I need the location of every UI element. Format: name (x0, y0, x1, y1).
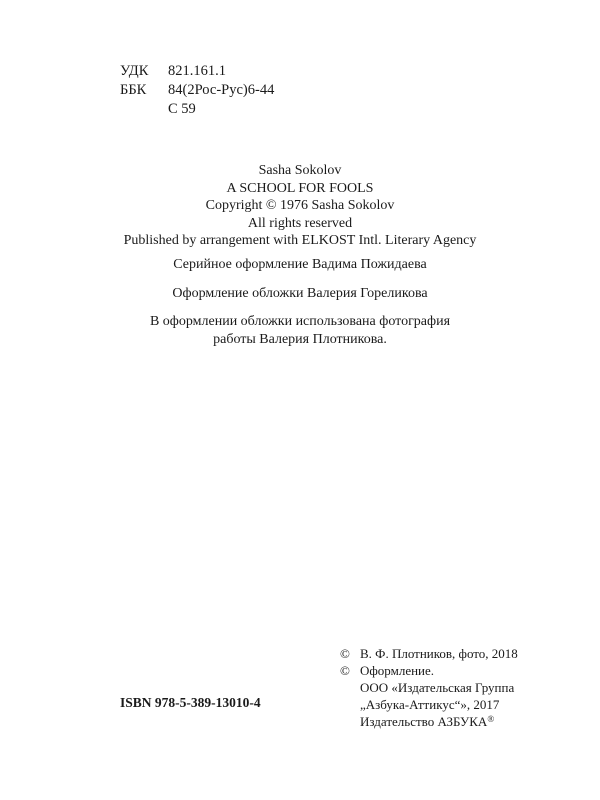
author-code-row (120, 100, 274, 119)
photo-line-1: В оформлении обложки использована фотография (149, 314, 451, 329)
rights-line: All rights reserved (247, 215, 353, 231)
credits-block (0, 162, 600, 250)
copyright-symbol: © (340, 663, 350, 678)
arrangement-line: Published by arrangement with ELKOST Intl. Literary Agency (123, 233, 477, 248)
cover-design-block (0, 285, 600, 303)
udk-row (120, 62, 274, 81)
book-title: A SCHOOL FOR FOOLS (226, 180, 374, 196)
publisher-line-1: ООО «Издательская Группа (360, 680, 515, 695)
udk-value: 821.161.1 (168, 63, 226, 79)
imprint-line (340, 713, 518, 730)
bbk-label: ББК (120, 82, 147, 98)
series-design-block (0, 256, 600, 274)
photo-copyright-row (340, 645, 518, 662)
photo-line-2: работы Валерия Плотникова. (213, 332, 387, 347)
cover-design-line: Оформление обложки Валерия Гореликова (172, 286, 428, 301)
photo-credit-block (0, 313, 600, 349)
series-design-line: Серийное оформление Вадима Пожидаева (173, 257, 427, 272)
publisher-line-2: „Азбука-Аттикус“», 2017 (360, 697, 500, 712)
imprint-name: Издательство АЗБУКА (360, 714, 488, 729)
udk-label: УДК (120, 63, 149, 79)
bbk-row (120, 81, 274, 100)
copyright-symbol: © (340, 646, 350, 661)
design-copyright-row (340, 662, 518, 679)
copyright-notices (340, 645, 518, 730)
classification-block (120, 62, 274, 119)
photo-copyright: В. Ф. Плотников, фото, 2018 (360, 646, 518, 661)
author-name: Sasha Sokolov (258, 163, 342, 178)
copyright-line: Copyright © 1976 Sasha Sokolov (205, 198, 395, 213)
registered-mark: ® (487, 714, 495, 724)
design-copyright: Оформление. (360, 663, 435, 678)
isbn: ISBN 978-5-389-13010-4 (120, 695, 261, 710)
bbk-value: 84(2Рос-Рус)6-44 (168, 82, 275, 98)
author-code: С 59 (168, 101, 196, 117)
